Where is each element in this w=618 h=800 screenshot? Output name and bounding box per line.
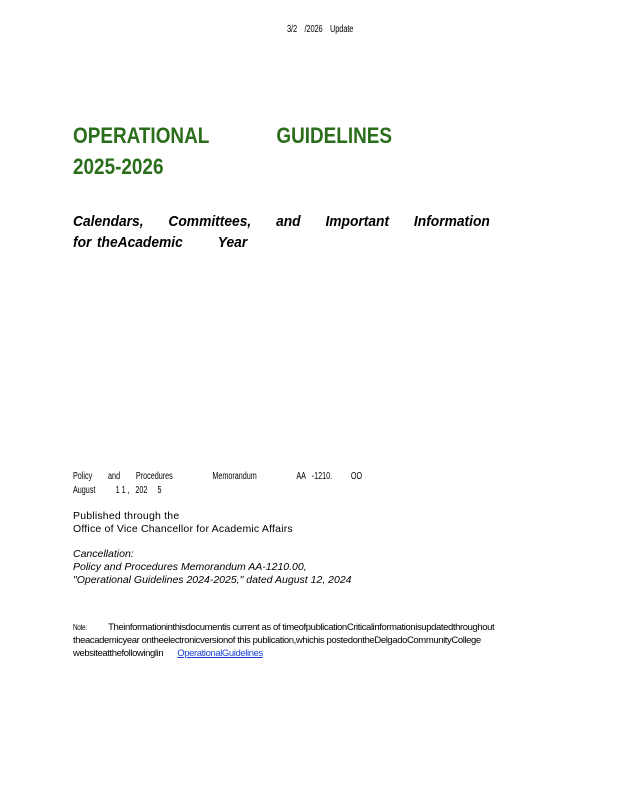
document-subtitle-line-1	[73, 213, 515, 230]
memo-date-part: August	[73, 485, 96, 496]
document-subtitle-line-2	[73, 234, 253, 251]
subtitle-word: for	[73, 234, 92, 251]
document-title	[73, 123, 392, 149]
title-word-operational: OPERATIONAL	[73, 123, 210, 148]
memo-word: Memorandum	[212, 471, 257, 482]
cancellation-title-line: "Operational Guidelines 2024-2025," dated August 12, 2024	[73, 574, 352, 586]
note-line-2: theacademicyear ontheelectronicversionof this publication,whichis postedontheDelgadoCommunityCollege	[73, 635, 481, 646]
document-title-years: 2025-2026	[73, 154, 164, 179]
update-date-line	[287, 24, 361, 35]
subtitle-word: Committees,	[168, 213, 252, 230]
subtitle-word: Year	[217, 234, 248, 251]
published-through-line: Published through the	[73, 510, 180, 522]
note-label: Note:	[73, 623, 87, 632]
update-label: Update	[330, 24, 354, 35]
title-word-guidelines: GUIDELINES	[276, 123, 393, 148]
subtitle-word: Calendars,	[73, 213, 144, 230]
subtitle-word: theAcademic	[96, 234, 183, 251]
update-date: 3/2	[287, 24, 297, 35]
note-line-1	[73, 622, 494, 633]
operational-guidelines-link[interactable]: OperationalGuidelines	[177, 648, 263, 659]
memo-word: -1210.	[311, 471, 333, 482]
note-text: websiteatthefollowinglin	[73, 648, 164, 659]
memo-word: and	[108, 471, 121, 482]
memo-word: AA	[296, 471, 306, 482]
published-office-line: Office of Vice Chancellor for Academic Affairs	[73, 523, 293, 535]
subtitle-word: Important	[325, 213, 390, 230]
memo-word: OO	[350, 471, 363, 482]
memo-date-part: 202	[135, 485, 148, 496]
update-year: /2026	[304, 24, 323, 35]
subtitle-word: Information	[413, 213, 490, 230]
memo-reference-line	[73, 471, 378, 482]
memo-word: Policy	[73, 471, 93, 482]
note-text: Theinformationinthisdocumentis current as of timeofpublicationCriticalinformationisupdatedthroughout	[108, 622, 495, 633]
subtitle-word: and	[276, 213, 301, 230]
note-line-3	[73, 648, 263, 659]
memo-date-part: 1 1 ,	[115, 485, 130, 496]
memo-date-part: 5	[157, 485, 162, 496]
cancellation-heading: Cancellation:	[73, 548, 134, 560]
cancellation-memo-line: Policy and Procedures Memorandum AA-1210.00,	[73, 561, 307, 573]
memo-word: Procedures	[135, 471, 173, 482]
memo-date-line	[73, 485, 174, 496]
